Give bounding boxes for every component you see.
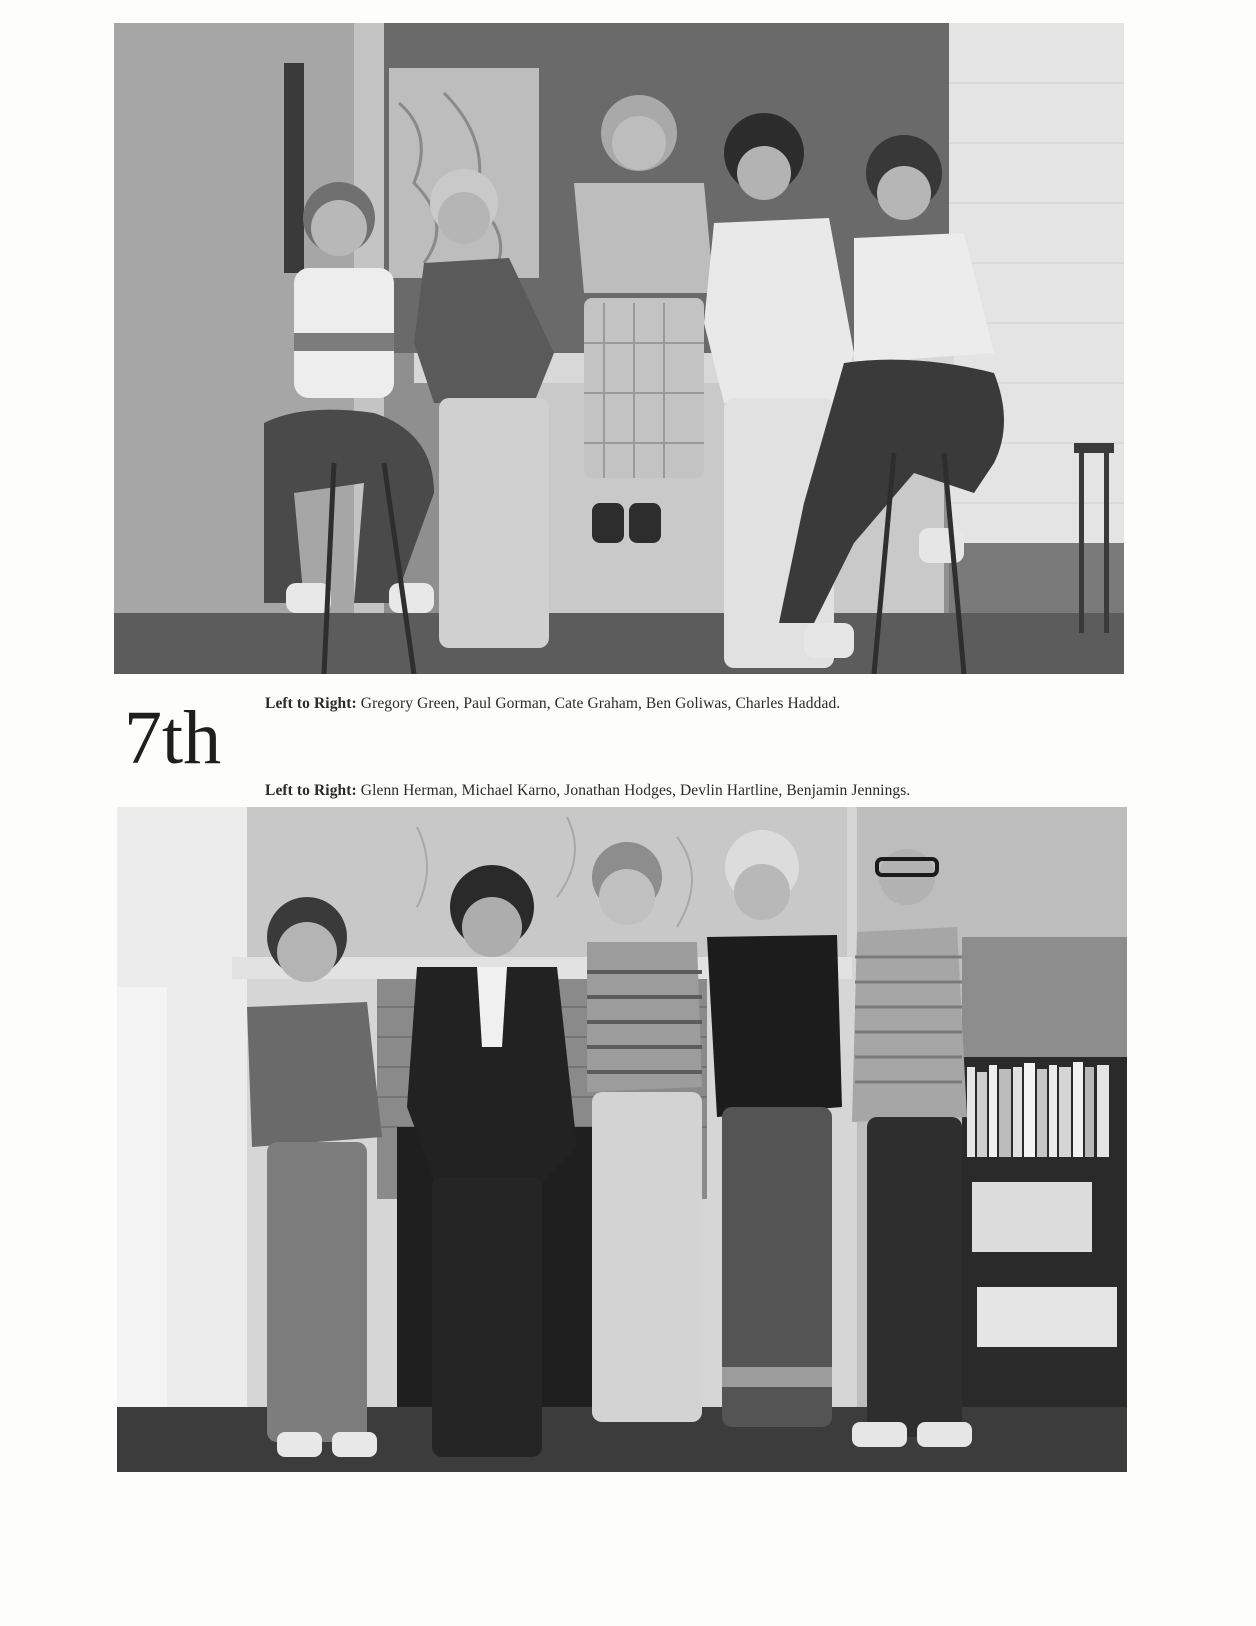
grade-label: 7th [124, 696, 222, 780]
class-photo-top-image [114, 23, 1124, 674]
class-photo-bottom [117, 807, 1127, 1472]
caption-bottom-names: Glenn Herman, Michael Karno, Jonathan Hodges, Devlin Hartline, Benjamin Jennings. [356, 782, 911, 799]
caption-top-lead: Left to Right: [265, 695, 357, 712]
caption-bottom [265, 782, 910, 800]
class-photo-top [114, 23, 1124, 674]
caption-top-names: Gregory Green, Paul Gorman, Cate Graham, Ben Goliwas, Charles Haddad. [356, 695, 841, 712]
class-photo-bottom-image [117, 807, 1127, 1472]
caption-top [265, 695, 840, 713]
caption-bottom-lead: Left to Right: [265, 782, 357, 799]
